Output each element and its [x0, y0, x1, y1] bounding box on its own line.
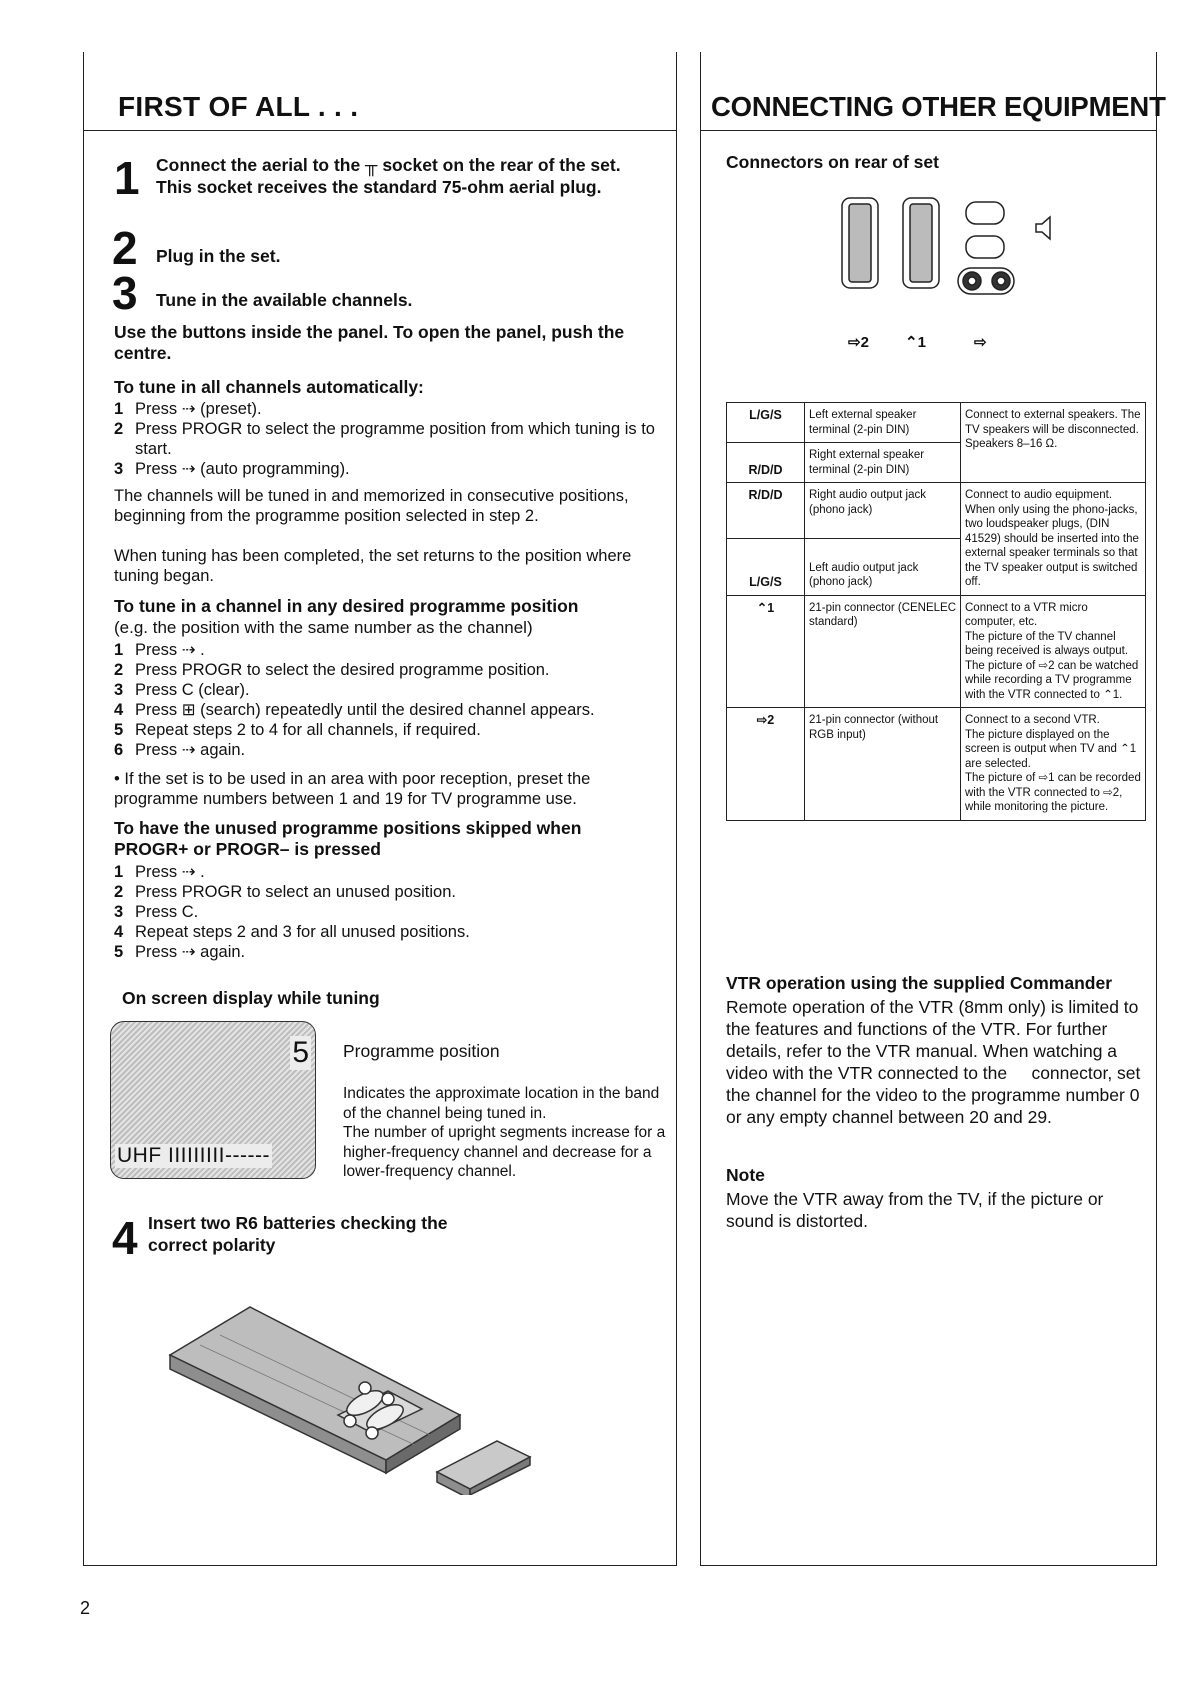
auto-tune-list	[114, 399, 674, 479]
page-title-right: CONNECTING OTHER EQUIPMENT	[711, 91, 1166, 122]
table-cell: R/D/D	[727, 443, 805, 483]
table-row	[727, 595, 1146, 708]
list-item: 4 Repeat steps 2 and 3 for all unused positions.	[114, 923, 470, 941]
auto-tune-para-2: When tuning has been completed, the set returns to the position where tuning began.	[114, 547, 632, 585]
rear-connectors-illustration	[840, 196, 1060, 296]
list-item: 2 Press PROGR to select the desired programme position.	[114, 661, 550, 679]
table-cell: Right audio output jack (phono jack)	[805, 483, 961, 539]
list-item: 2 Press PROGR to select the programme position from which tuning is to start.	[114, 420, 655, 458]
page-title-left: FIRST OF ALL . . .	[118, 91, 359, 122]
table-cell: Connect to external speakers. The TV speakers will be disconnected. Speakers 8–16 Ω.	[961, 403, 1146, 483]
list-item: 3 Press C.	[114, 903, 199, 921]
osd-screen-illustration	[110, 1021, 316, 1179]
step2-text: Plug in the set.	[156, 246, 281, 266]
step-number-1: 1	[114, 152, 140, 204]
table-cell: L/G/S	[727, 403, 805, 443]
list-item: 3 Press ⇢ (auto programming).	[114, 460, 350, 478]
desired-tune-list	[114, 640, 674, 760]
list-item: 6 Press ⇢ again.	[114, 741, 246, 759]
vtr-text: Remote operation of the VTR (8mm only) is limited to the features and functions of the VTR. For further details, refer to the VTR manual. When watching a video with the VTR connected to the connector, set the channel for the video to the programme number 0 or any empty channel between 20 and 29.	[726, 997, 1141, 1127]
step-number-2: 2	[112, 222, 138, 274]
page-number: 2	[80, 1598, 91, 1618]
table-cell: ⇨2	[727, 708, 805, 821]
connector-label-av2: ⇨2	[848, 334, 869, 351]
step1-text: Connect the aerial to the ╥ socket on the rear of the set. This socket receives the standard 75-ohm aerial plug.	[156, 155, 621, 197]
panel-note: Use the buttons inside the panel. To open the panel, push the centre.	[114, 322, 625, 363]
auto-tune-heading: To tune in all channels automatically:	[114, 377, 424, 397]
list-item: 1 Press ⇢ .	[114, 641, 205, 659]
table-cell: Connect to a VTR micro computer, etc. The picture of the TV channel being received is always output. The picture of ⇨2 can be watched while recording a TV programme with the VTR connected to ⌃1.	[961, 595, 1146, 708]
desired-tune-heading: To tune in a channel in any desired programme position	[114, 596, 579, 616]
note-heading: Note	[726, 1165, 765, 1185]
list-item: 4 Press ⊞ (search) repeatedly until the desired channel appears.	[114, 701, 595, 719]
table-cell: 21-pin connector (CENELEC standard)	[805, 595, 961, 708]
connectors-heading: Connectors on rear of set	[726, 152, 939, 172]
poor-reception-bullet: • If the set is to be used in an area with poor reception, preset the programme numbers between 1 and 19 for TV programme use.	[114, 770, 591, 808]
table-row	[727, 403, 1146, 443]
list-item: 5 Press ⇢ again.	[114, 943, 246, 961]
list-item: 3 Press C (clear).	[114, 681, 250, 699]
osd-heading: On screen display while tuning	[122, 988, 380, 1008]
list-item: 1 Press ⇢ (preset).	[114, 400, 262, 418]
step-number-3: 3	[112, 267, 138, 319]
note-text: Move the VTR away from the TV, if the picture or sound is distorted.	[726, 1189, 1104, 1231]
remote-battery-illustration	[160, 1295, 560, 1495]
osd-programme-label: Programme position	[343, 1041, 500, 1061]
step4-text: Insert two R6 batteries checking the correct polarity	[148, 1213, 448, 1255]
table-cell: L/G/S	[727, 539, 805, 595]
connector-table	[726, 402, 1146, 821]
skip-list	[114, 862, 674, 962]
table-cell: ⌃1	[727, 595, 805, 708]
step3-text: Tune in the available channels.	[156, 290, 413, 310]
osd-programme-number: 5	[292, 1036, 309, 1069]
table-cell: Connect to audio equipment. When only using the phono-jacks, two loudspeaker plugs, (DIN 41529) should be inserted into the external speaker terminals so that the TV speaker output is switched off.	[961, 483, 1146, 596]
table-cell: Right external speaker terminal (2-pin DIN)	[805, 443, 961, 483]
left-title-rule	[83, 130, 677, 131]
table-row	[727, 708, 1146, 821]
vtr-heading: VTR operation using the supplied Commander	[726, 973, 1112, 993]
osd-desc-1: Indicates the approximate location in the band of the channel being tuned in.	[343, 1085, 660, 1122]
step-number-4: 4	[112, 1212, 138, 1264]
table-cell: Connect to a second VTR. The picture displayed on the screen is output when TV and ⌃1 are selected. The picture of ⇨1 can be recorded with the VTR connected to ⇨2, while monitoring the picture.	[961, 708, 1146, 821]
connector-label-av1: ⌃1	[905, 334, 926, 351]
auto-tune-para-1: The channels will be tuned in and memorized in consecutive positions, beginning from the programme position selected in step 2.	[114, 487, 629, 525]
list-item: 2 Press PROGR to select an unused position.	[114, 883, 456, 901]
table-cell: Left audio output jack (phono jack)	[805, 539, 961, 595]
connector-label-audio-out: ⇨	[974, 334, 987, 351]
table-row	[727, 483, 1146, 539]
table-cell: Left external speaker terminal (2-pin DIN)	[805, 403, 961, 443]
list-item: 5 Repeat steps 2 to 4 for all channels, if required.	[114, 721, 481, 739]
list-item: 1 Press ⇢ .	[114, 863, 205, 881]
right-title-rule	[700, 130, 1157, 131]
osd-desc-2: The number of upright segments increase for a higher-frequency channel and decrease for a lower-frequency channel.	[343, 1124, 666, 1180]
table-cell: R/D/D	[727, 483, 805, 539]
skip-heading: To have the unused programme positions skipped when PROGR+ or PROGR– is pressed	[114, 818, 582, 859]
osd-band-indicator: UHF IIIIIIIII------	[117, 1144, 270, 1167]
desired-tune-subhead: (e.g. the position with the same number as the channel)	[114, 618, 533, 637]
table-cell: 21-pin connector (without RGB input)	[805, 708, 961, 821]
